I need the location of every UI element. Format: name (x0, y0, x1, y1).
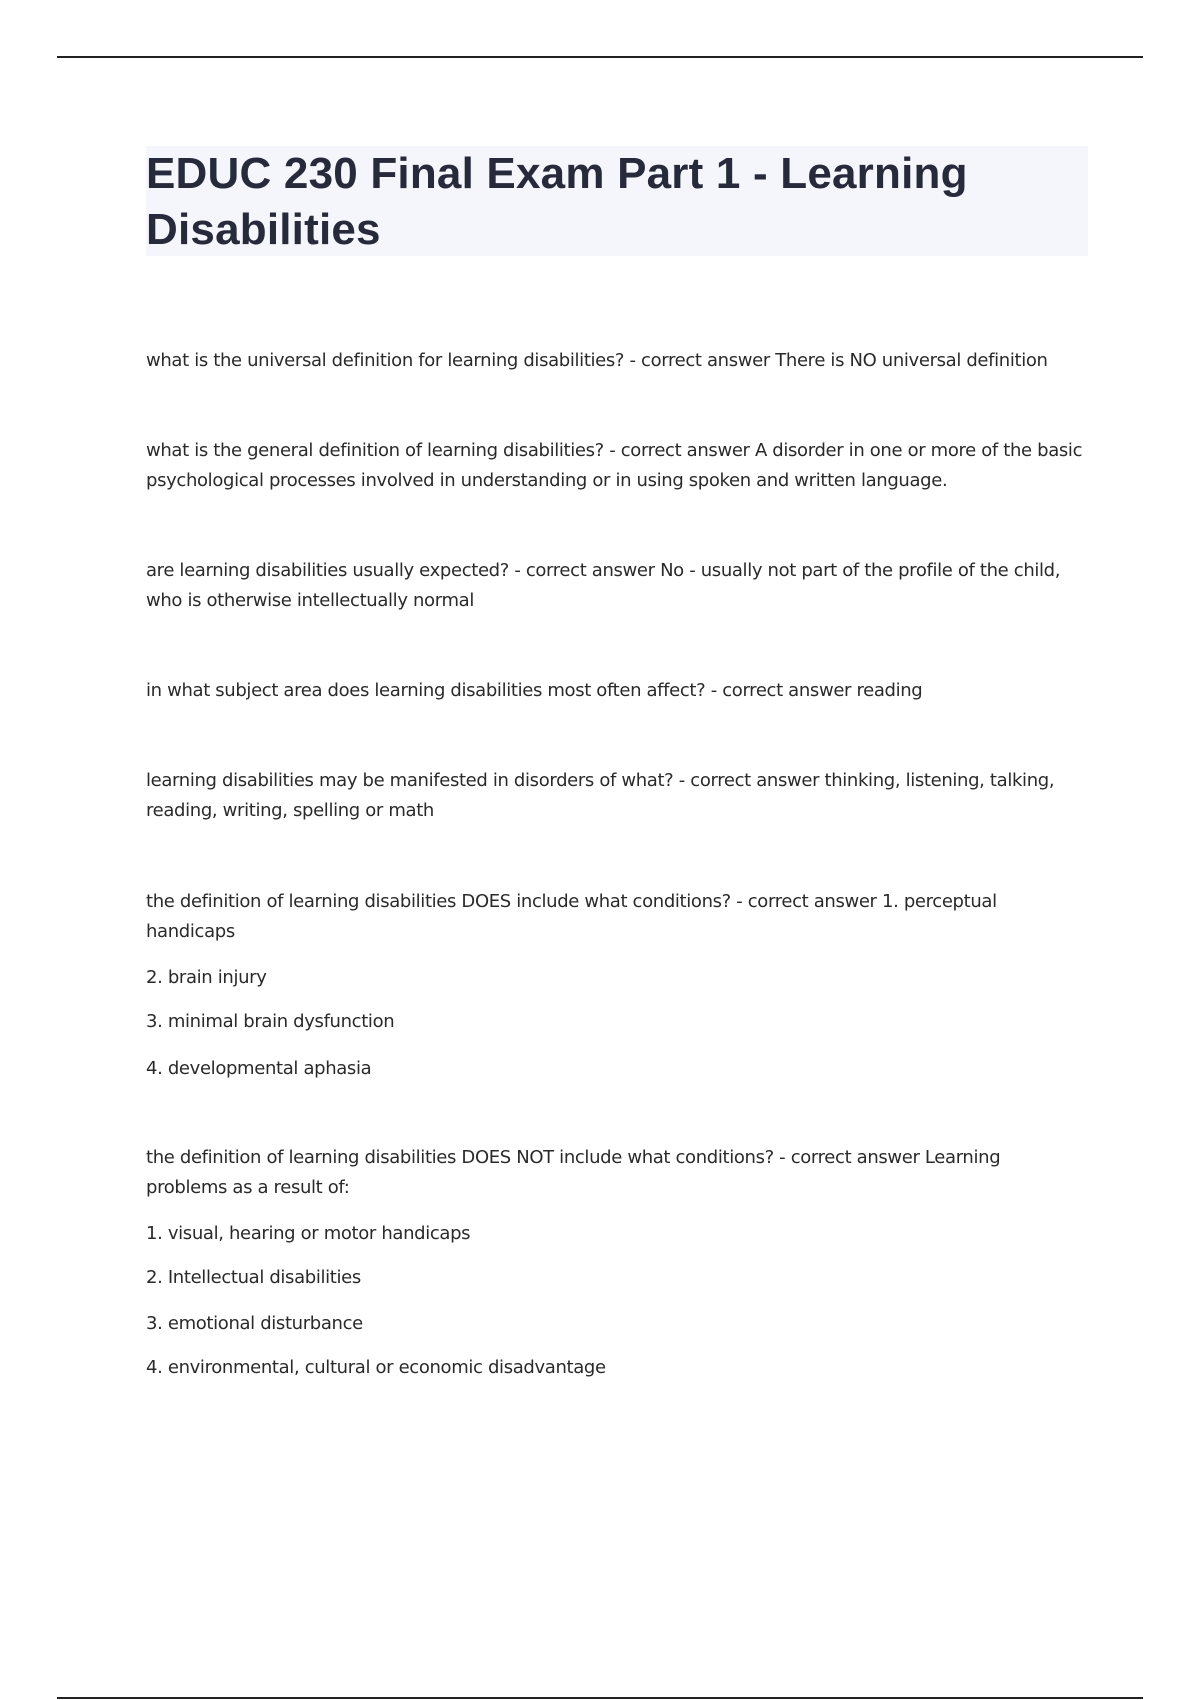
qa-item: the definition of learning disabilities DOES NOT include what conditions? - correct answer Learning problems as a result of: (146, 1147, 1001, 1198)
top-divider (57, 56, 1143, 58)
qa-item: are learning disabilities usually expected? - correct answer No - usually not part of the profile of the child, who is otherwise intellectually normal (146, 560, 1061, 611)
qa-list-item: 3. emotional disturbance (146, 1313, 363, 1334)
title-banner (146, 146, 1088, 256)
qa-item: learning disabilities may be manifested in disorders of what? - correct answer thinking, listening, talking, reading, writing, spelling or math (146, 770, 1055, 821)
bottom-divider (57, 1697, 1143, 1699)
qa-item: in what subject area does learning disabilities most often affect? - correct answer reading (146, 680, 923, 701)
qa-list-item: 1. visual, hearing or motor handicaps (146, 1223, 471, 1244)
page-title: EDUC 230 Final Exam Part 1 - Learning Disabilities (146, 149, 968, 254)
qa-item: the definition of learning disabilities DOES include what conditions? - correct answer 1. perceptual handicaps (146, 891, 997, 942)
qa-item: what is the general definition of learning disabilities? - correct answer A disorder in one or more of the basic psychological processes involved in understanding or in using spoken and written language. (146, 440, 1083, 491)
qa-list-item: 4. developmental aphasia (146, 1058, 372, 1079)
qa-list-item: 3. minimal brain dysfunction (146, 1011, 395, 1032)
qa-list-item: 2. Intellectual disabilities (146, 1267, 361, 1288)
qa-list-item: 4. environmental, cultural or economic disadvantage (146, 1357, 606, 1378)
qa-list-item: 2. brain injury (146, 967, 267, 988)
qa-item: what is the universal definition for learning disabilities? - correct answer There is NO universal definition (146, 350, 1048, 371)
